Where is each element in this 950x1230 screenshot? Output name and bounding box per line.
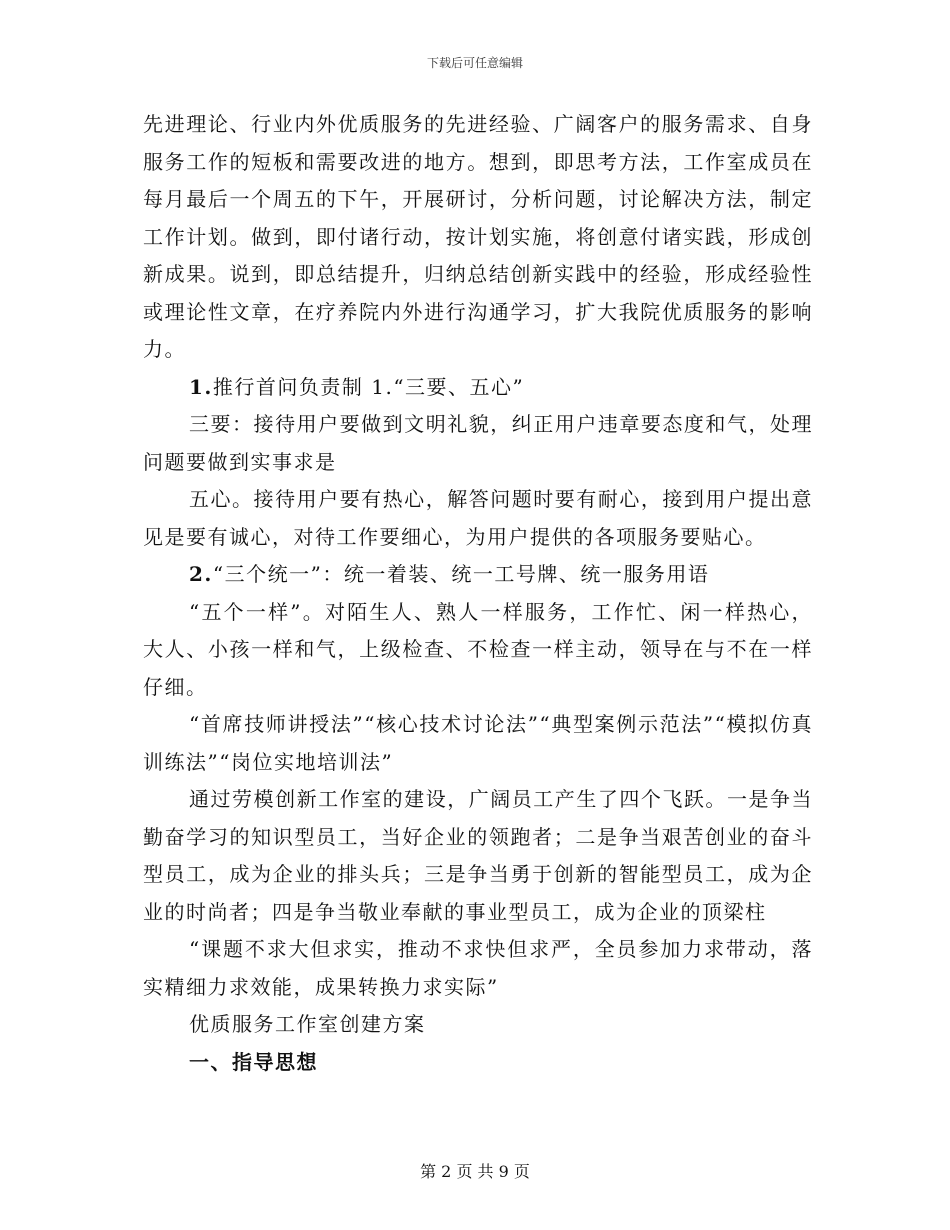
paragraph-8: 通过劳模创新工作室的建设，广阔员工产生了四个飞跃。一是争当勤奋学习的知识型员工，当好企业的领跑者；二是争当艰苦创业的奋斗型员工，成为企业的排头兵；三是争当勇于创新的智能型员工，成为企业的时尚者；四是争当敬业奉献的事业型员工，成为企业的顶梁柱 [143,787,813,924]
paragraph-3: 三要：接待用户要做到文明礼貌，纠正用户违章要态度和气，处理问题要做到实事求是 [143,412,813,474]
paragraph-6: “五个一样”。对陌生人、熟人一样服务，工作忙、闲一样热心，大人、小孩一样和气，上级检查、不检查一样主动，领导在与不在一样仔细。 [143,599,813,699]
paragraph-5-number: 2. [189,562,213,586]
section-heading: 一、指导思想 [189,1049,318,1074]
document-body [143,106,813,1081]
paragraph-4: 五心。接待用户要有热心，解答问题时要有耐心，接到用户提出意见是要有诚心，对待工作要细心，为用户提供的各项服务要贴心。 [143,487,813,549]
paragraph-2-text: 推行首问负责制 1.“三要、五心” [212,374,525,399]
paragraph-7: “首席技师讲授法”“核心技术讨论法”“典型案例示范法”“模拟仿真训练法”“岗位实地培训法” [143,712,813,774]
paragraph-5-text: “三个统一”：统一着装、统一工号牌、统一服务用语 [212,562,710,586]
page-header-note: 下载后可任意编辑 [426,56,523,70]
paragraph-5 [143,556,813,594]
paragraph-2 [143,369,813,407]
page-number: 第 2 页 共 9 页 [420,1162,530,1181]
paragraph-9: “课题不求大但求实，推动不求快但求严，全员参加力求带动，落实精细力求效能，成果转换力求实际” [143,937,813,999]
paragraph-10: 优质服务工作室创建方案 [189,1012,426,1036]
paragraph-1: 先进理论、行业内外优质服务的先进经验、广阔客户的服务需求、自身服务工作的短板和需要改进的地方。想到，即思考方法，工作室成员在每月最后一个周五的下午，开展研讨，分析问题，讨论解决方法，制定工作计划。做到，即付诸行动，按计划实施，将创意付诸实践，形成创新成果。说到，即总结提升，归纳总结创新实践中的经验，形成经验性或理论性文章，在疗养院内外进行沟通学习，扩大我院优质服务的影响力。 [143,112,813,361]
paragraph-2-number: 1. [189,374,213,399]
